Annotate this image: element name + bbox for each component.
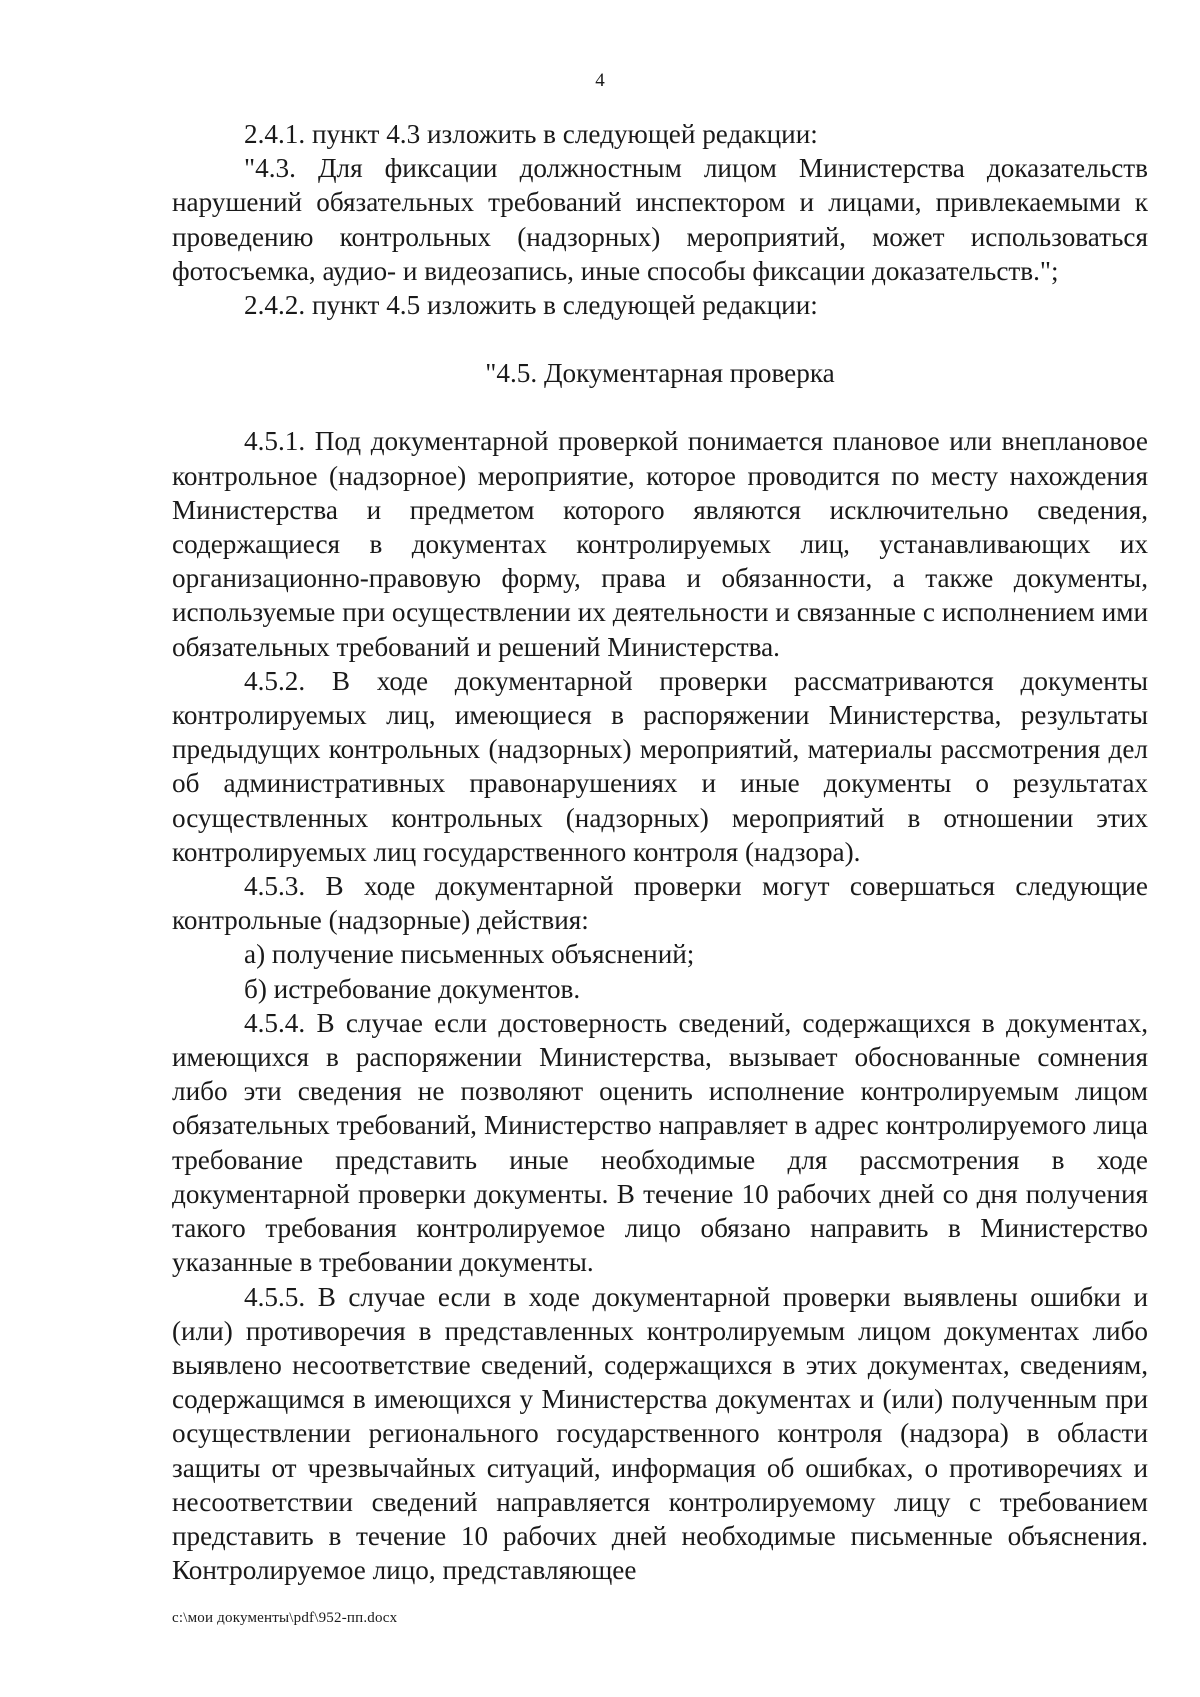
file-path-footer: c:\мои документы\pdf\952-пп.docx	[172, 1610, 398, 1626]
list-item-a: а) получение письменных объяснений;	[244, 939, 695, 970]
paragraph-4-5-2: 4.5.2. В ходе документарной проверки рассматриваются документы контролируемых лиц, имеющиеся в распоряжении Министерства, результаты предыдущих контрольных (надзорных) мероприятий, материалы рассмотрения дел об административных правонарушениях и иные документы о результатах осуществленных контрольных (надзорных) мероприятий в отношении этих контролируемых лиц государственного контроля (надзора).	[172, 665, 1148, 867]
paragraph-4-3-text: "4.3. Для фиксации должностным лицом Министерства доказательств нарушений обязательных требований инспектором и лицами, привлекаемыми к проведению контрольных (надзорных) мероприятий, может использоваться фотосъемка, аудио- и видеозапись, иные способы фиксации доказательств.";	[172, 153, 1148, 286]
paragraph-4-5-4: 4.5.4. В случае если достоверность сведений, содержащихся в документах, имеющихся в распоряжении Министерства, вызывает обоснованные сомнения либо эти сведения не позволяют оценить исполнение контролируемым лицом обязательных требований, Министерство направляет в адрес контролируемого лица требование представить иные необходимые для рассмотрения в ходе документарной проверки документы. В течение 10 рабочих дней со дня получения такого требования контролируемое лицо обязано направить в Министерство указанные в требовании документы.	[172, 1007, 1148, 1278]
document-body	[172, 117, 1148, 1587]
spacer	[172, 390, 1148, 424]
page-number: 4	[595, 70, 605, 91]
paragraph-4-5-5: 4.5.5. В случае если в ходе документарной проверки выявлены ошибки и (или) противоречия в представленных контролируемым лицом документах либо выявлено несоответствие сведений, содержащихся в этих документах, сведениям, содержащимся в имеющихся у Министерства документах и (или) полученным при осуществлении регионального государственного контроля (надзора) в области защиты от чрезвычайных ситуаций, информация об ошибках, о противоречиях и несоответствии сведений направляется контролируемому лицу с требованием представить в течение 10 рабочих дней необходимые письменные объяснения. Контролируемое лицо, представляющее	[172, 1281, 1148, 1586]
paragraph-2-4-2: 2.4.2. пункт 4.5 изложить в следующей редакции:	[244, 290, 818, 321]
list-item-b: б) истребование документов.	[244, 973, 581, 1004]
section-heading: "4.5. Документарная проверка	[485, 358, 835, 389]
paragraph-4-5-3: 4.5.3. В ходе документарной проверки могут совершаться следующие контрольные (надзорные) действия:	[172, 871, 1148, 936]
spacer	[172, 322, 1148, 356]
paragraph-2-4-1: 2.4.1. пункт 4.3 изложить в следующей редакции:	[244, 119, 818, 149]
paragraph-4-5-1: 4.5.1. Под документарной проверкой понимается плановое или внеплановое контрольное (надзорное) мероприятие, которое проводится по месту нахождения Министерства и предметом которого являются исключительно сведения, содержащиеся в документах контролируемых лиц, устанавливающих их организационно-правовую форму, права и обязанности, а также документы, используемые при осуществлении их деятельности и связанные с исполнением ими обязательных требований и решений Министерства.	[172, 426, 1148, 662]
